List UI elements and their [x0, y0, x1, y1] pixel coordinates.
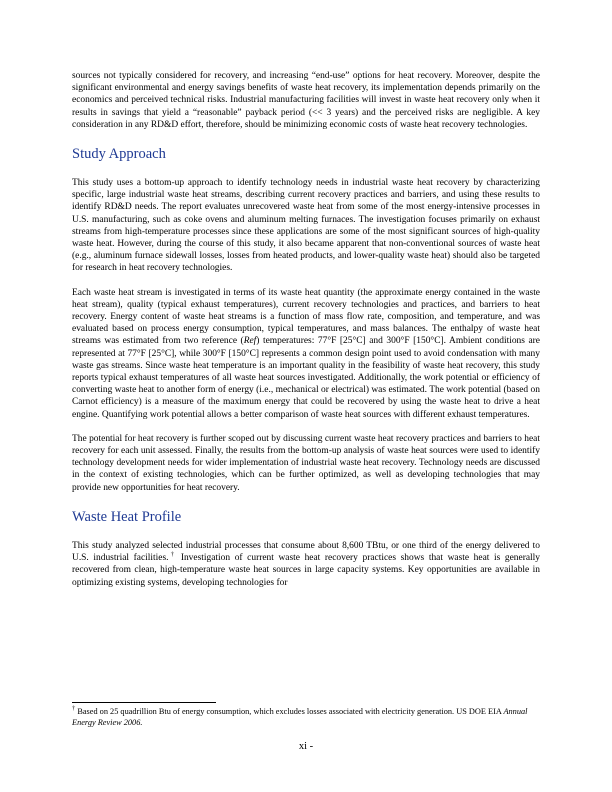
study-approach-paragraph-2-text-a: Each waste heat stream is investigated in terms of its waste heat quantity (the approximate energy contained in the waste heat stream), quality (typical exhaust temperatures), current recovery technologies and practices, and barriers to heat recovery. Energy content of waste heat streams is a function of mass flow rate, composition, and temperature, and was evaluated based on process energy consumption, typical temperatures, and mass balances. The enthalpy of waste heat streams was estimated from two reference (: [72, 287, 540, 347]
waste-heat-profile-text-a: This study analyzed selected industrial processes that consume about 8,600 TBtu, or one third of the energy delivered to U.S. industrial facilities.: [72, 540, 540, 564]
footnote-reference-mark: †: [168, 550, 177, 558]
page-number: xi -: [298, 741, 314, 752]
footnote-source-title: Annual Energy Review 2006.: [72, 707, 528, 727]
footnote-text-a: Based on 25 quadrillion Btu of energy consumption, which excludes losses associated with electricity generation. US DOE EIA: [75, 707, 504, 716]
study-approach-paragraph-1: This study uses a bottom-up approach to identify technology needs in industrial waste heat recovery by characterizing specific, large industrial waste heat streams, describing current recovery practices and barriers, and using these results to identify RD&D needs. The report evaluates unrecovered waste heat from some of the most energy-intensive processes in U.S. manufacturing, such as coke ovens and aluminum melting furnaces. The investigation focuses primarily on exhaust streams from high-temperature processes since these applications are some of the most significant sources of high-quality waste heat. However, during the course of this study, it also became apparent that non-conventional sources of waste heat (e.g., aluminum furnace sidewall losses, losses from heated products, and lower-quality waste heat) should also be targeted for research in heat recovery technologies.: [72, 178, 540, 274]
page-body: [72, 70, 540, 589]
study-approach-paragraph-3: The potential for heat recovery is further scoped out by discussing current waste heat recovery practices and barriers to heat recovery for each unit assessed. Finally, the results from the bottom-up analysis of waste heat sources were used to identify technology development needs for wider implementation of industrial waste heat recovery. Technology needs are discussed in the context of existing technologies, which can be further optimized, as well as developing technologies that may provide new opportunities for heat recovery.: [72, 433, 540, 493]
study-approach-paragraph-2: [72, 287, 540, 421]
footnote-divider: [72, 702, 216, 703]
waste-heat-profile-paragraph: [72, 540, 540, 589]
waste-heat-profile-text-b: Investigation of current waste heat recovery practices shows that waste heat is generally recovered from clean, high-temperature waste heat sources in large capacity systems. Key opportunities are available in optimizing existing systems, developing technologies for: [72, 553, 540, 588]
footnote-mark: †: [72, 705, 76, 713]
study-approach-heading: Study Approach: [72, 146, 166, 163]
intro-paragraph: sources not typically considered for recovery, and increasing “end-use” options for heat recovery. Moreover, despite the significant environmental and energy savings benefits of waste heat recovery, its implementation depends primarily on the economics and perceived technical risks. Industrial manufacturing facilities will invest in waste heat recovery only when it results in savings that yield a “reasonable” payback period (<< 3 years) and the perceived risks are negligible. A key consideration in any RD&D effort, therefore, should be minimizing economic costs of waste heat recovery technologies.: [72, 71, 540, 130]
ref-term: Ref: [243, 336, 257, 347]
footnote: [72, 707, 540, 728]
waste-heat-profile-heading: Waste Heat Profile: [72, 508, 182, 525]
study-approach-paragraph-2-text-b: ) temperatures: 77°F [25°C] and 300°F [150°C]. Ambient conditions are represented at 77°F [25°C], while 300°F [150°C] represents a common design point used to avoid condensation with many waste gas streams. Since waste heat temperature is an important quality in the feasibility of waste heat recovery, this study reports typical exhaust temperatures of all waste heat sources investigated. Additionally, the work potential or efficiency of converting waste heat to another form of energy (i.e., mechanical or electrical) was estimated. The work potential (based on Carnot efficiency) is a measure of the maximum energy that could be recovered by using the waste heat to drive a heat engine. Quantifying work potential allows a better comparison of waste heat sources with different exhaust temperatures.: [72, 336, 540, 420]
